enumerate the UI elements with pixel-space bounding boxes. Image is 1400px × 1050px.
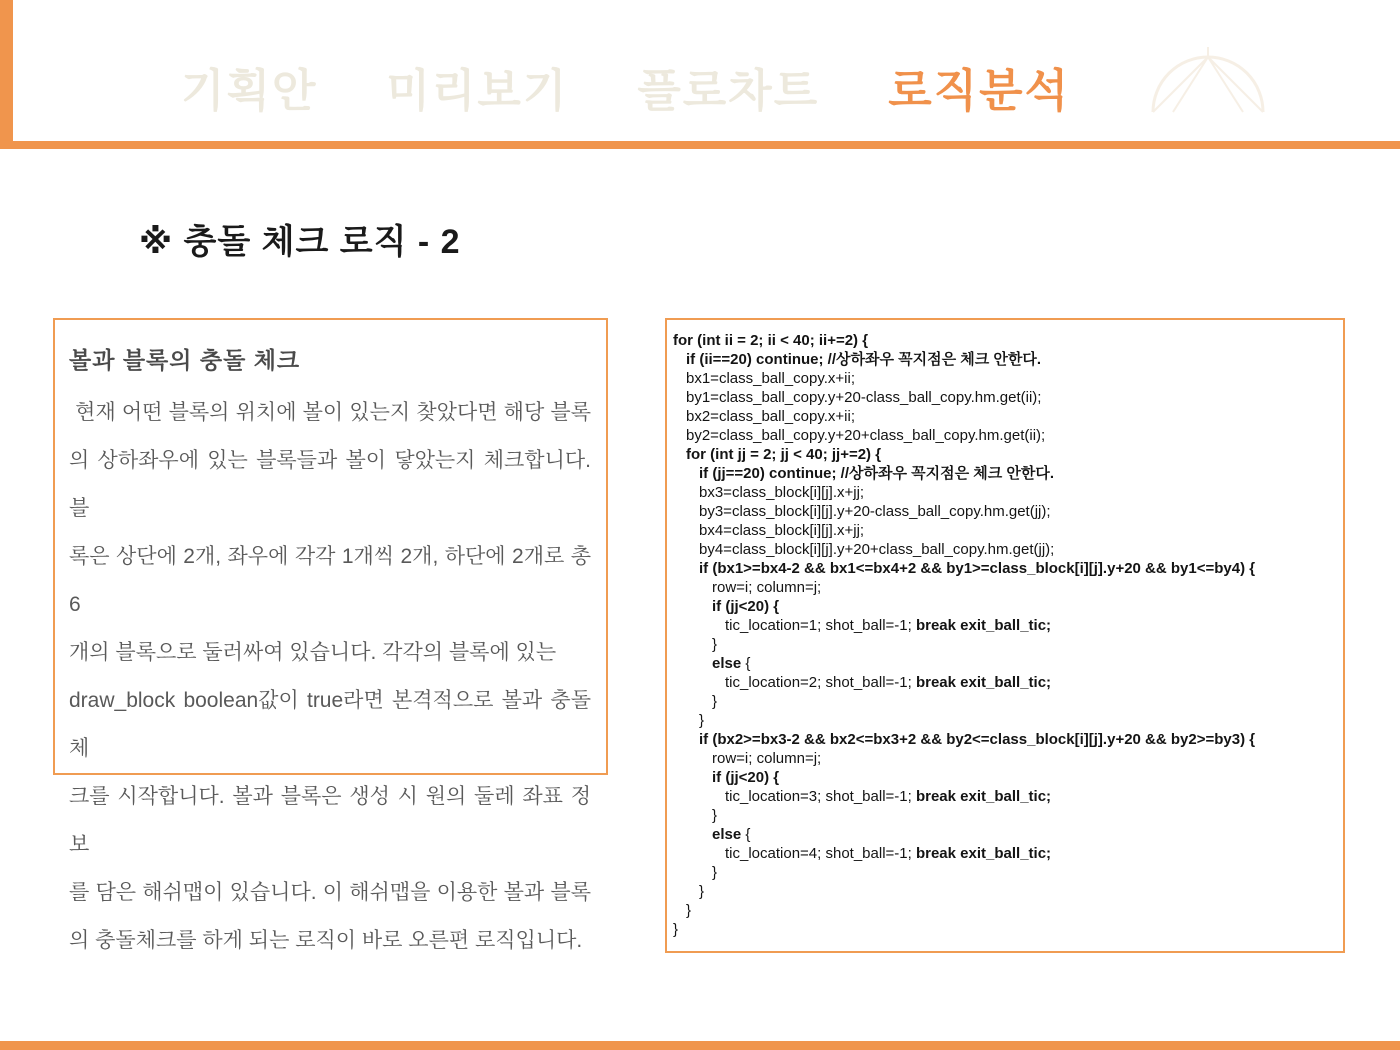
code-line: by4=class_block[i][j].y+20+class_ball_copy.hm.get(jj); bbox=[699, 541, 1055, 558]
tab-plan[interactable]: 기획안 bbox=[181, 65, 318, 116]
code-line: by3=class_block[i][j].y+20-class_ball_copy.hm.get(jj); bbox=[699, 503, 1051, 520]
code-line: bx1=class_ball_copy.x+ii; bbox=[686, 370, 855, 387]
code-line: if (jj==20) continue; //상하좌우 꼭지점은 체크 안한다. bbox=[699, 465, 1055, 482]
description-line: draw_block boolean값이 true라면 본격적으로 볼과 충돌체 bbox=[69, 689, 591, 760]
code-line: bx4=class_block[i][j].x+jj; bbox=[699, 522, 865, 539]
code-line: by2=class_ball_copy.y+20+class_ball_copy.hm.get(ii); bbox=[686, 427, 1046, 444]
header-divider-bar bbox=[0, 141, 1400, 149]
code-line: for (int jj = 2; jj < 40; jj+=2) { bbox=[686, 446, 882, 463]
description-line: 크를 시작합니다. 볼과 블록은 생성 시 원의 둘레 좌표 정보 bbox=[69, 785, 591, 856]
code-line: } bbox=[699, 883, 705, 900]
bottom-accent-bar bbox=[0, 1041, 1400, 1050]
tab-preview[interactable]: 미리보기 bbox=[386, 65, 569, 116]
description-line: 의 상하좌우에 있는 블록들과 볼이 닿았는지 체크합니다. 블 bbox=[69, 449, 597, 520]
nav-tabs bbox=[181, 66, 1070, 116]
code-line: } bbox=[686, 902, 692, 919]
code-line: for (int ii = 2; ii < 40; ii+=2) { bbox=[673, 332, 869, 349]
description-body bbox=[69, 389, 597, 965]
code-line: } bbox=[699, 712, 705, 729]
description-line: 록은 상단에 2개, 좌우에 각각 1개씩 2개, 하단에 2개로 총 6 bbox=[69, 545, 597, 616]
code-line: if (bx1>=bx4-2 && bx1<=bx4+2 && by1>=class_block[i][j].y+20 && by1<=by4) { bbox=[699, 560, 1256, 577]
description-line: 개의 블록으로 둘러싸여 있습니다. 각각의 블록에 있는 bbox=[69, 641, 557, 664]
description-panel bbox=[53, 318, 608, 952]
code-line: if (jj<20) { bbox=[712, 769, 780, 786]
code-line: bx2=class_ball_copy.x+ii; bbox=[686, 408, 855, 425]
code-line: if (jj<20) { bbox=[712, 598, 780, 615]
code-line: } bbox=[712, 864, 718, 881]
code-line: else { bbox=[712, 826, 751, 843]
code-line: tic_location=2; shot_ball=-1; break exit_ball_tic; bbox=[725, 674, 1052, 691]
description-line: 현재 어떤 블록의 위치에 볼이 있는지 찾았다면 해당 블록 bbox=[69, 401, 591, 424]
code-line: tic_location=1; shot_ball=-1; break exit_ball_tic; bbox=[725, 617, 1052, 634]
code-line: row=i; column=j; bbox=[712, 750, 822, 767]
left-accent-strip bbox=[0, 0, 13, 149]
description-line: 를 담은 해쉬맵이 있습니다. 이 해쉬맵을 이용한 볼과 블록 bbox=[69, 881, 591, 904]
code-line: else { bbox=[712, 655, 751, 672]
code-line: tic_location=3; shot_ball=-1; break exit_ball_tic; bbox=[725, 788, 1052, 805]
code-panel bbox=[665, 318, 1345, 953]
code-line: } bbox=[712, 636, 718, 653]
code-line: by1=class_ball_copy.y+20-class_ball_copy.hm.get(ii); bbox=[686, 389, 1042, 406]
parasol-watermark-icon bbox=[1148, 42, 1268, 120]
code-line: bx3=class_block[i][j].x+jj; bbox=[699, 484, 865, 501]
description-heading: 볼과 블록의 충돌 체크 bbox=[69, 347, 301, 373]
code-line: row=i; column=j; bbox=[712, 579, 822, 596]
code-line: } bbox=[712, 807, 718, 824]
tab-flowchart[interactable]: 플로차트 bbox=[637, 65, 820, 116]
code-listing bbox=[673, 331, 1337, 939]
description-line: 의 충돌체크를 하게 되는 로직이 바로 오른편 로직입니다. bbox=[69, 929, 583, 952]
code-line: if (ii==20) continue; //상하좌우 꼭지점은 체크 안한다. bbox=[686, 351, 1042, 368]
page-title: ※ 충돌 체크 로직 - 2 bbox=[139, 223, 461, 261]
tab-logic-analysis[interactable]: 로직분석 bbox=[888, 65, 1071, 116]
code-line: if (bx2>=bx3-2 && bx2<=bx3+2 && by2<=class_block[i][j].y+20 && by2>=by3) { bbox=[699, 731, 1256, 748]
code-line: } bbox=[712, 693, 718, 710]
code-line: tic_location=4; shot_ball=-1; break exit_ball_tic; bbox=[725, 845, 1052, 862]
code-line: } bbox=[673, 921, 679, 938]
